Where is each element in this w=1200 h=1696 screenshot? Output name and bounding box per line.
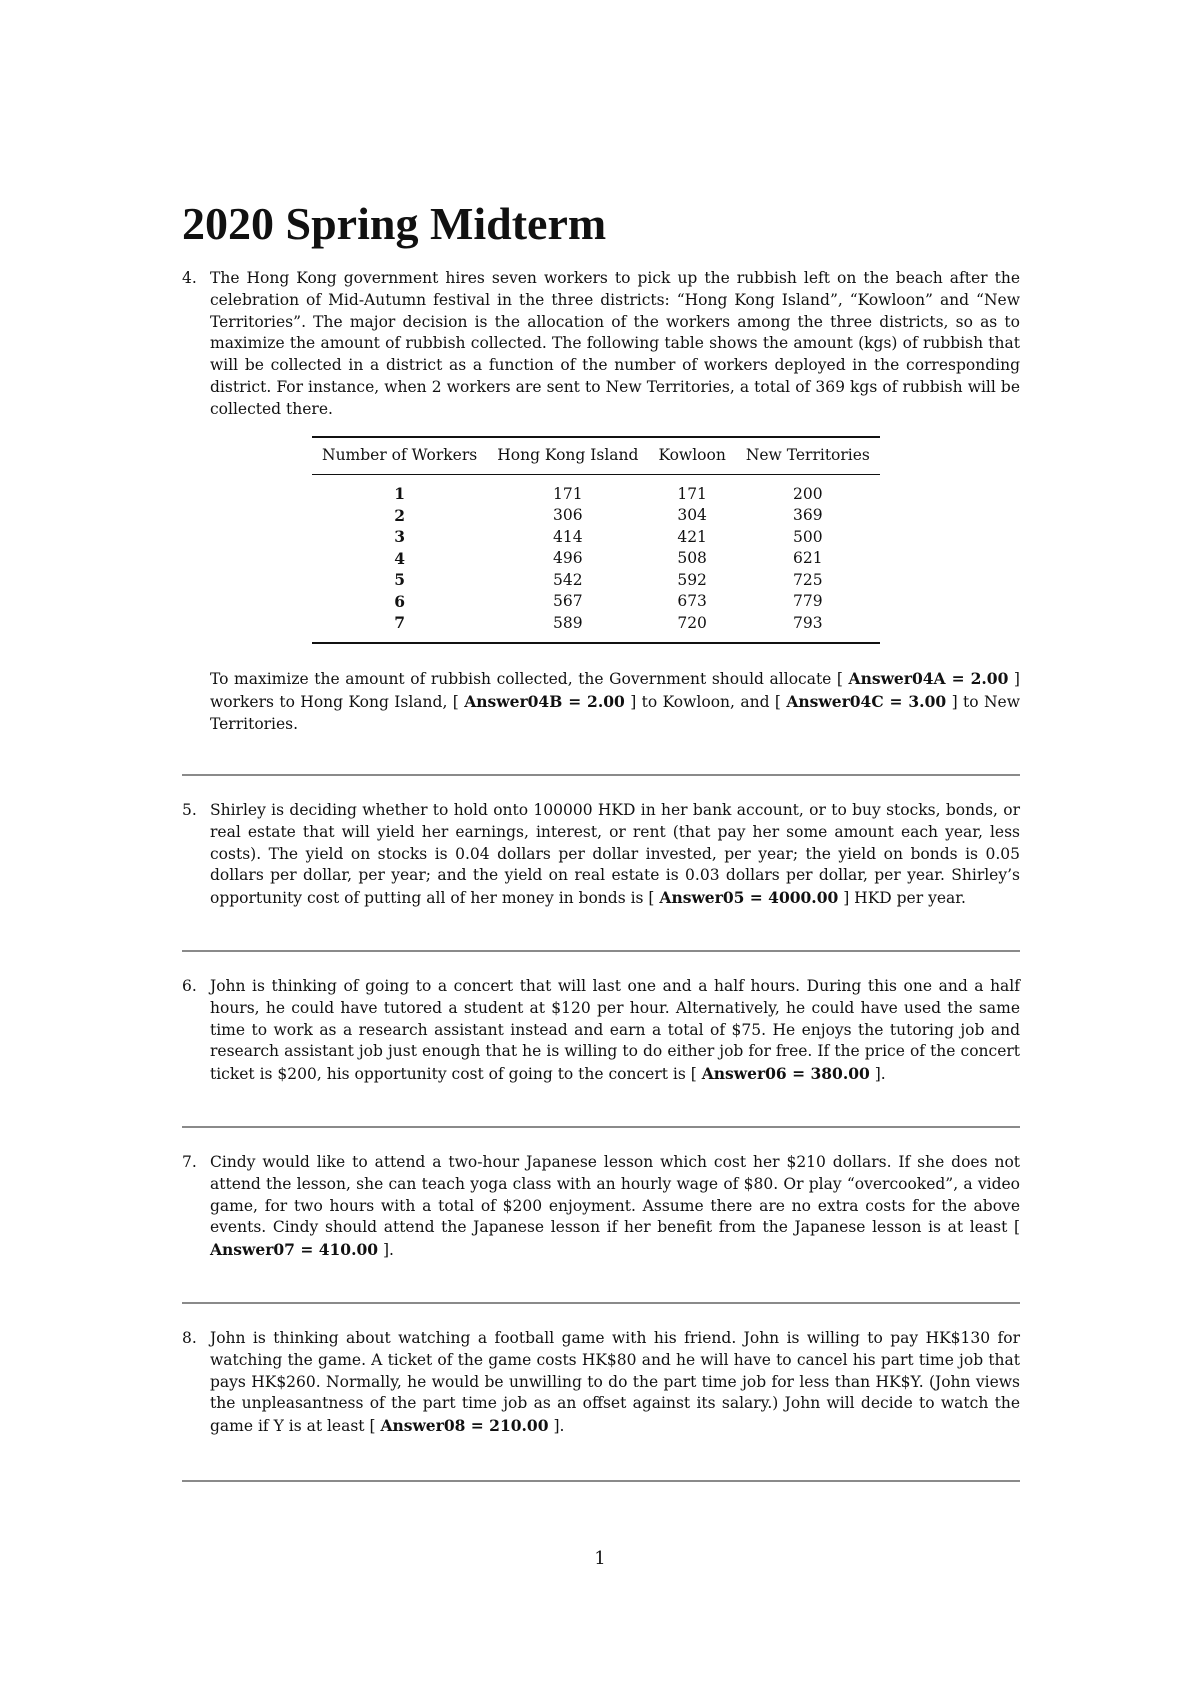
question-7 xyxy=(182,1152,1020,1262)
question-body: Cindy would like to attend a two-hour Japanese lesson which cost her $210 dollars. If she does not attend the lesson, she can teach yoga class with an hourly wage of $80. Or play “overcooked”, a video game, for two hours with a total of $200 enjoyment. Assume there are no extra costs for the above events. Cindy should attend the Japanese lesson if her benefit from the Japanese lesson is at least [ xyxy=(210,1153,1020,1237)
question-text: The Hong Kong government hires seven workers to pick up the rubbish left on the beach after the celebration of Mid-Autumn festival in the three districts: “Hong Kong Island”, “Kowloon” and “New Territories”. The major decision is the allocation of the workers among the three districts, so as to maximize the amount of rubbish collected. The following table shows the amount (kgs) of rubbish that will be collected in a district as a function of the number of workers deployed in the corresponding district. For instance, when 2 workers are sent to New Territories, a total of 369 kgs of rubbish will be collected there. xyxy=(210,269,1020,418)
question-number: 8. xyxy=(182,1329,197,1347)
table-row xyxy=(312,569,880,591)
question-tail: ]. xyxy=(869,1065,886,1084)
answer-05: Answer05 = 4000.00 xyxy=(659,888,839,908)
question-text xyxy=(210,976,1020,1086)
table-cell: 779 xyxy=(793,592,823,611)
table-cell: 542 xyxy=(553,570,583,589)
question-4 xyxy=(182,268,1020,421)
table-cell: 793 xyxy=(736,612,880,643)
divider xyxy=(182,1126,1020,1128)
table-cell: 589 xyxy=(487,612,648,643)
divider xyxy=(182,1480,1020,1482)
table-header: Number of Workers xyxy=(312,437,487,475)
answer-text: To maximize the amount of rubbish collected, the Government should allocate [ xyxy=(210,670,849,688)
table-cell: 7 xyxy=(312,612,487,643)
page-title: 2020 Spring Midterm xyxy=(182,198,607,249)
table-cell: 496 xyxy=(553,549,583,568)
table-cell: 200 xyxy=(793,484,823,503)
table-cell: 304 xyxy=(677,506,707,525)
table-cell: 414 xyxy=(553,527,583,546)
table-cell: 725 xyxy=(793,570,823,589)
page-number: 1 xyxy=(594,1548,606,1569)
table-cell: 4 xyxy=(394,548,406,568)
table-row xyxy=(312,475,880,505)
question-5 xyxy=(182,800,1020,910)
answer-text: ] to Kowloon, and [ xyxy=(624,692,787,711)
table-cell: 6 xyxy=(394,591,406,611)
table-cell: 621 xyxy=(793,549,823,568)
table-cell: 567 xyxy=(553,592,583,611)
rubbish-table xyxy=(312,436,880,644)
table-cell: 508 xyxy=(677,549,707,568)
question-number: 4. xyxy=(182,269,197,287)
answer-08: Answer08 = 210.00 xyxy=(380,1416,549,1436)
table-cell: 369 xyxy=(793,506,823,525)
answer-paragraph xyxy=(210,668,1020,735)
table-cell: 2 xyxy=(394,505,406,525)
answer-text: ] workers to Hong Kong Island, [ xyxy=(210,670,1020,711)
question-tail: ]. xyxy=(548,1417,565,1436)
question-text xyxy=(210,1152,1020,1262)
answer-07: Answer07 = 410.00 xyxy=(210,1240,379,1260)
table-cell: 1 xyxy=(394,484,406,504)
question-6 xyxy=(182,976,1020,1086)
table-header-row xyxy=(312,437,880,475)
table-header: Hong Kong Island xyxy=(487,437,648,475)
answer-06: Answer06 = 380.00 xyxy=(701,1064,870,1084)
divider xyxy=(182,1302,1020,1304)
question-body: John is thinking of going to a concert that will last one and a half hours. During this one and a half hours, he could have tutored a student at $120 per hour. Alternatively, he could have used the same time to work as a research assistant instead and earn a total of $75. He enjoys the tutoring job and research assistant job just enough that he is willing to do either job for free. If the price of the concert ticket is $200, his opportunity cost of going to the concert is [ xyxy=(210,977,1020,1084)
question-tail: ] HKD per year. xyxy=(838,889,966,908)
question-text xyxy=(210,1328,1020,1438)
answer-text: ] to New Territories. xyxy=(210,692,1020,733)
question-number: 5. xyxy=(182,801,197,819)
table-row xyxy=(312,505,880,527)
question-body: Shirley is deciding whether to hold onto 100000 HKD in her bank account, or to buy stocks, bonds, or real estate that will yield her earnings, interest, or rent (that pay her some amount each year, less costs). The yield on stocks is 0.04 dollars per dollar invested, per year; the yield on bonds is 0.05 dollars per dollar, per year; and the yield on real estate is 0.03 dollars per dollar, per year. Shirley’s opportunity cost of putting all of her money in bonds is [ xyxy=(210,801,1020,908)
question-8 xyxy=(182,1328,1020,1438)
table-header: Kowloon xyxy=(648,437,735,475)
divider xyxy=(182,950,1020,952)
table-row xyxy=(312,548,880,570)
table-cell: 171 xyxy=(553,484,583,503)
answer-04a: Answer04A = 2.00 xyxy=(848,669,1009,688)
table-header: New Territories xyxy=(736,437,880,475)
table-cell: 673 xyxy=(677,592,707,611)
question-tail: ]. xyxy=(378,1241,394,1260)
divider xyxy=(182,774,1020,776)
question-number: 6. xyxy=(182,977,197,995)
table-cell: 3 xyxy=(394,527,406,547)
question-4-answer xyxy=(182,668,1020,735)
table-row xyxy=(312,612,880,643)
table-cell: 306 xyxy=(553,506,583,525)
table-row xyxy=(312,526,880,548)
table-cell: 171 xyxy=(677,484,707,503)
answer-04c: Answer04C = 3.00 xyxy=(786,691,947,711)
table-row xyxy=(312,591,880,613)
table-cell: 592 xyxy=(677,570,707,589)
question-body: John is thinking about watching a football game with his friend. John is willing to pay HK$130 for watching the game. A ticket of the game costs HK$80 and he will have to cancel his part time job that pays HK$260. Normally, he would be unwilling to do the part time job for less than HK$Y. (John views the unpleasantness of the part time job as an offset against its salary.) John will decide to watch the game if Y is at least [ xyxy=(210,1329,1020,1436)
table-cell: 500 xyxy=(793,527,823,546)
question-number: 7. xyxy=(182,1153,197,1171)
table-cell: 5 xyxy=(394,570,406,590)
answer-04b: Answer04B = 2.00 xyxy=(464,691,625,711)
table-cell: 720 xyxy=(648,612,735,643)
question-text xyxy=(210,800,1020,910)
table-cell: 421 xyxy=(677,527,707,546)
